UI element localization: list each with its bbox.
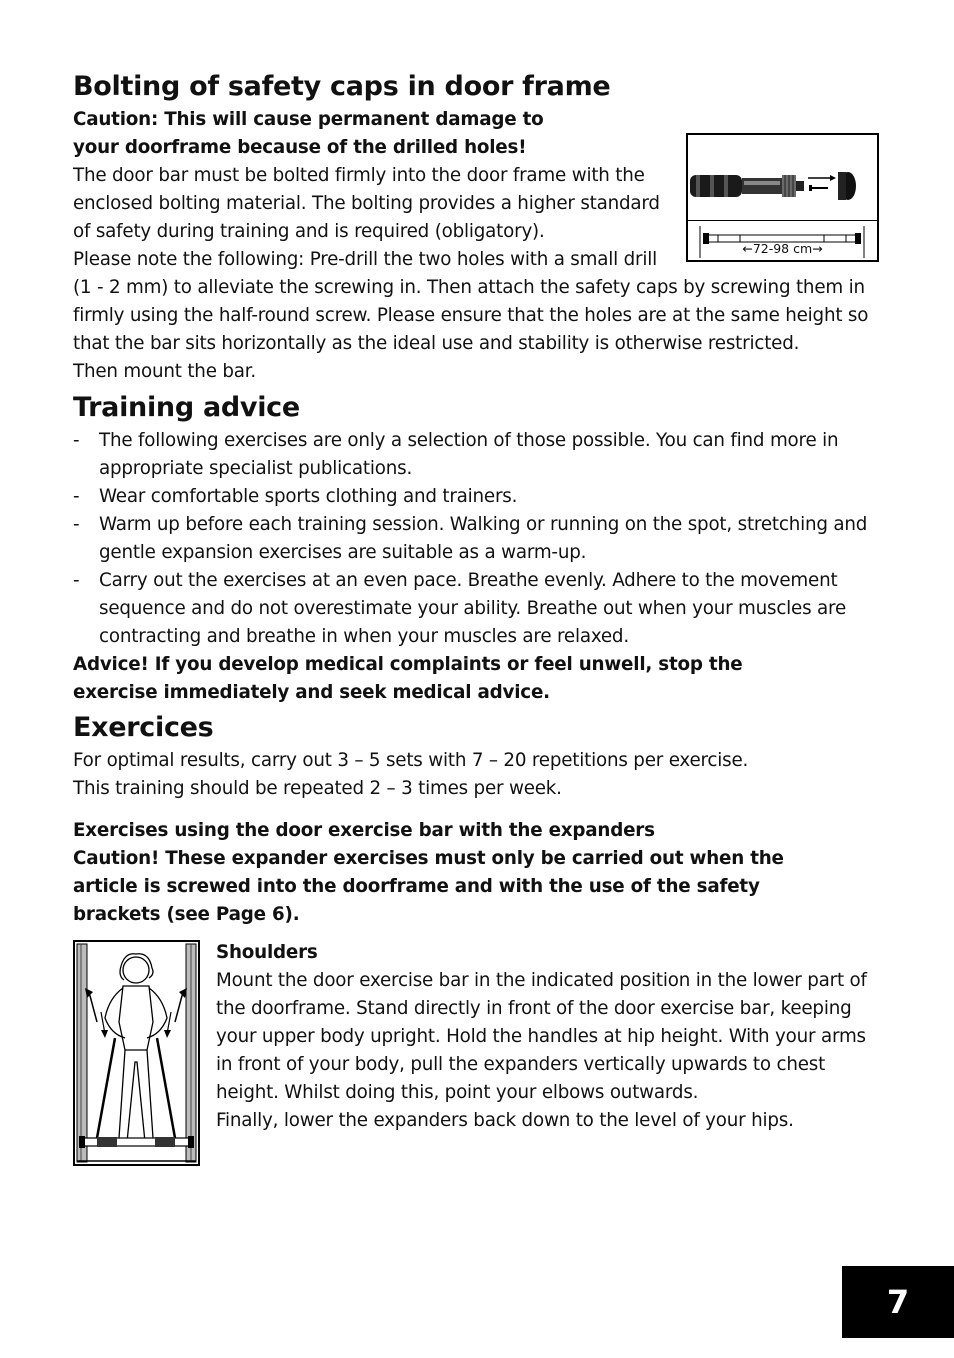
bolting-text-line-5: (1 - 2 mm) to alleviate the screwing in. Then attach the safety caps by screwing them in: [73, 277, 865, 298]
shoulders-exercise-figure: [73, 940, 200, 1166]
shoulders-title: Shoulders: [216, 942, 318, 963]
exercises-title: Exercices: [73, 712, 214, 743]
list-item-line: Carry out the exercises at an even pace. Breathe evenly. Adhere to the movement: [99, 570, 838, 591]
list-item: [73, 483, 873, 511]
bullet-dash: -: [73, 430, 80, 451]
list-item-line: The following exercises are only a selection of those possible. You can find more in: [99, 430, 839, 451]
list-item: [73, 567, 873, 651]
list-item-line: gentle expansion exercises are suitable as a warm-up.: [99, 542, 587, 563]
shoulders-text-line-3: your upper body upright. Hold the handles at hip height. With your arms: [216, 1026, 866, 1047]
bolting-title: Bolting of safety caps in door frame: [73, 71, 611, 102]
bolting-text-line-4: Please note the following: Pre-drill the two holes with a small drill: [73, 249, 657, 270]
training-list: [73, 427, 873, 651]
list-item-line: contracting and breathe in when your muscles are relaxed.: [99, 626, 629, 647]
bolting-caution-line-2: your doorframe because of the drilled holes!: [73, 137, 527, 158]
training-section: [73, 389, 873, 707]
page-number: 7: [842, 1266, 954, 1338]
expander-caution-line-1: Caution! These expander exercises must only be carried out when the: [73, 848, 784, 869]
list-item-line: sequence and do not overestimate your ability. Breathe out when your muscles are: [99, 598, 847, 619]
person-illustration: [75, 942, 198, 1164]
list-item-line: Warm up before each training session. Walking or running on the spot, stretching and: [99, 514, 868, 535]
bullet-dash: -: [73, 570, 80, 591]
shoulders-section: [216, 939, 886, 1135]
exercises-section: [73, 709, 873, 929]
bolting-text-line-1: The door bar must be bolted firmly into the door frame with the: [73, 165, 645, 186]
list-item: [73, 427, 873, 483]
shoulders-text-line-2: the doorframe. Stand directly in front of the door exercise bar, keeping: [216, 998, 852, 1019]
exercises-intro-line-2: This training should be repeated 2 – 3 times per week.: [73, 778, 562, 799]
bullet-dash: -: [73, 514, 80, 535]
bullet-dash: -: [73, 486, 80, 507]
bolting-text-line-7: that the bar sits horizontally as the ideal use and stability is otherwise restricted.: [73, 333, 800, 354]
shoulders-text-line-4: in front of your body, pull the expanders vertically upwards to chest: [216, 1054, 826, 1075]
list-item-line: Wear comfortable sports clothing and trainers.: [99, 486, 518, 507]
advice-line-2: exercise immediately and seek medical advice.: [73, 682, 550, 703]
expander-subtitle: Exercises using the door exercise bar with the expanders: [73, 820, 655, 841]
page-content: [73, 68, 873, 386]
list-item: [73, 511, 873, 567]
training-title: Training advice: [73, 392, 300, 423]
shoulders-text-line-5: height. Whilst doing this, point your elbows outwards.: [216, 1082, 699, 1103]
bolting-text-line-6: firmly using the half-round screw. Please ensure that the holes are at the same height so: [73, 305, 869, 326]
list-item-line: appropriate specialist publications.: [99, 458, 413, 479]
figure-divider: [688, 220, 877, 221]
shoulders-text-line-6: Finally, lower the expanders back down to the level of your hips.: [216, 1110, 794, 1131]
expander-caution-line-2: article is screwed into the doorframe and with the use of the safety: [73, 876, 760, 897]
bolting-text-line-2: enclosed bolting material. The bolting provides a higher standard: [73, 193, 660, 214]
shoulders-text-line-1: Mount the door exercise bar in the indicated position in the lower part of: [216, 970, 867, 991]
expander-caution-line-3: brackets (see Page 6).: [73, 904, 300, 925]
advice-line-1: Advice! If you develop medical complaints or feel unwell, stop the: [73, 654, 743, 675]
exercises-intro-line-1: For optimal results, carry out 3 – 5 sets with 7 – 20 repetitions per exercise.: [73, 750, 749, 771]
bolting-caution-line-1: Caution: This will cause permanent damage to: [73, 109, 544, 130]
bolting-text-line-3: of safety during training and is required (obligatory).: [73, 221, 545, 242]
bar-length-label: ←72-98 cm→: [742, 241, 823, 256]
door-bar-figure: [686, 133, 879, 262]
bolting-text-line-8: Then mount the bar.: [73, 361, 257, 382]
